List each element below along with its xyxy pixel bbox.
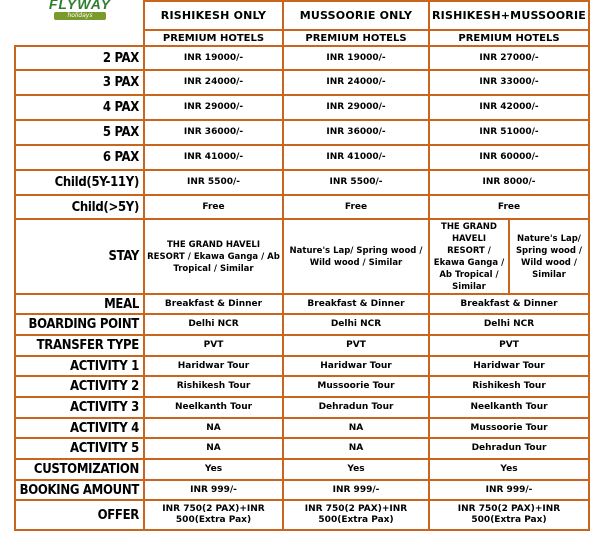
detail-cell: PVT (144, 335, 283, 356)
price-cell: INR 41000/- (144, 145, 283, 170)
row-label: Child(5Y-11Y) (15, 170, 144, 195)
price-cell: INR 5500/- (144, 170, 283, 195)
detail-cell: Breakfast & Dinner (144, 294, 283, 314)
detail-cell: Haridwar Tour (144, 356, 283, 376)
price-cell: INR 19000/- (144, 46, 283, 70)
detail-cell: Yes (144, 459, 283, 480)
detail-cell: NA (144, 418, 283, 438)
column-header-rishikesh: RISHIKESH ONLY (144, 1, 283, 30)
row-label: OFFER (15, 500, 144, 530)
detail-cell: Delhi NCR (429, 314, 589, 335)
price-row (15, 145, 589, 170)
detail-cell: Yes (429, 459, 589, 480)
price-cell: Free (283, 195, 429, 219)
hotel-category-cell: PREMIUM HOTELS (144, 30, 283, 46)
detail-cell: Mussoorie Tour (283, 376, 429, 397)
price-cell: INR 60000/- (429, 145, 589, 170)
detail-row (15, 480, 589, 500)
price-cell: INR 42000/- (429, 95, 589, 120)
detail-cell: Neelkanth Tour (144, 397, 283, 418)
price-cell: INR 19000/- (283, 46, 429, 70)
price-cell: INR 29000/- (283, 95, 429, 120)
detail-row (15, 335, 589, 356)
detail-row (15, 438, 589, 459)
price-cell: Free (429, 195, 589, 219)
detail-cell: PVT (283, 335, 429, 356)
row-label: Child(>5Y) (15, 195, 144, 219)
price-row (15, 120, 589, 145)
row-label: ACTIVITY 3 (15, 397, 144, 418)
price-cell: INR 24000/- (283, 70, 429, 95)
detail-cell: Breakfast & Dinner (283, 294, 429, 314)
row-label: 2 PAX (15, 46, 144, 70)
price-row (15, 195, 589, 219)
price-cell: INR 27000/- (429, 46, 589, 70)
stay-cell: THE GRAND HAVELI RESORT / Ekawa Ganga / Ab Tropical / Similar (429, 219, 509, 294)
detail-row (15, 314, 589, 335)
detail-cell: Dehradun Tour (283, 397, 429, 418)
offer-cell: INR 750(2 PAX)+INR 500(Extra Pax) (283, 500, 429, 530)
detail-cell: Rishikesh Tour (429, 376, 589, 397)
price-cell: INR 41000/- (283, 145, 429, 170)
price-cell: INR 24000/- (144, 70, 283, 95)
offer-cell: INR 750(2 PAX)+INR 500(Extra Pax) (144, 500, 283, 530)
stay-cell: Nature's Lap/ Spring wood / Wild wood / Similar (283, 219, 429, 294)
price-row (15, 70, 589, 95)
price-row (15, 95, 589, 120)
detail-cell: Neelkanth Tour (429, 397, 589, 418)
hotel-category-cell: PREMIUM HOTELS (283, 30, 429, 46)
row-label: ACTIVITY 5 (15, 438, 144, 459)
row-label: BOOKING AMOUNT (15, 480, 144, 500)
price-cell: INR 51000/- (429, 120, 589, 145)
detail-cell: INR 999/- (283, 480, 429, 500)
offer-cell: INR 750(2 PAX)+INR 500(Extra Pax) (429, 500, 589, 530)
row-label: ACTIVITY 2 (15, 376, 144, 397)
price-cell: INR 33000/- (429, 70, 589, 95)
detail-cell: Breakfast & Dinner (429, 294, 589, 314)
detail-cell: NA (144, 438, 283, 459)
stay-row (15, 219, 589, 294)
detail-cell: Delhi NCR (144, 314, 283, 335)
detail-cell: NA (283, 418, 429, 438)
detail-cell: NA (283, 438, 429, 459)
column-header-mussoorie: MUSSOORIE ONLY (283, 1, 429, 30)
price-cell: INR 5500/- (283, 170, 429, 195)
row-label: 6 PAX (15, 145, 144, 170)
row-label: TRANSFER TYPE (15, 335, 144, 356)
detail-cell: Dehradun Tour (429, 438, 589, 459)
detail-row (15, 376, 589, 397)
detail-cell: Delhi NCR (283, 314, 429, 335)
row-label: ACTIVITY 1 (15, 356, 144, 376)
detail-cell: Mussoorie Tour (429, 418, 589, 438)
price-cell: INR 36000/- (283, 120, 429, 145)
hotel-category-cell: PREMIUM HOTELS (429, 30, 589, 46)
detail-cell: INR 999/- (144, 480, 283, 500)
detail-row (15, 294, 589, 314)
row-label: CUSTOMIZATION (15, 459, 144, 480)
row-label: MEAL (15, 294, 144, 314)
brand-name: FLYWAY (48, 0, 112, 12)
row-label: ACTIVITY 4 (15, 418, 144, 438)
price-cell: Free (144, 195, 283, 219)
brand-tagline: holidays (54, 12, 106, 20)
detail-row (15, 356, 589, 376)
price-cell: INR 29000/- (144, 95, 283, 120)
column-header-combo: RISHIKESH+MUSSOORIE (429, 1, 589, 30)
detail-cell: PVT (429, 335, 589, 356)
detail-cell: Haridwar Tour (283, 356, 429, 376)
price-row (15, 170, 589, 195)
package-price-table (14, 0, 590, 531)
price-row (15, 46, 589, 70)
detail-cell: Yes (283, 459, 429, 480)
detail-row (15, 418, 589, 438)
detail-row (15, 397, 589, 418)
price-cell: INR 36000/- (144, 120, 283, 145)
detail-cell: Haridwar Tour (429, 356, 589, 376)
price-cell: INR 8000/- (429, 170, 589, 195)
row-label: 4 PAX (15, 95, 144, 120)
detail-cell: INR 999/- (429, 480, 589, 500)
offer-row (15, 500, 589, 530)
detail-cell: Rishikesh Tour (144, 376, 283, 397)
row-label: STAY (15, 219, 144, 294)
stay-cell: THE GRAND HAVELI RESORT / Ekawa Ganga / Ab Tropical / Similar (144, 219, 283, 294)
row-label: 5 PAX (15, 120, 144, 145)
row-label: 3 PAX (15, 70, 144, 95)
brand-logo (20, 0, 140, 46)
stay-cell: Nature's Lap/ Spring wood / Wild wood / Similar (509, 219, 589, 294)
row-label: BOARDING POINT (15, 314, 144, 335)
detail-row (15, 459, 589, 480)
